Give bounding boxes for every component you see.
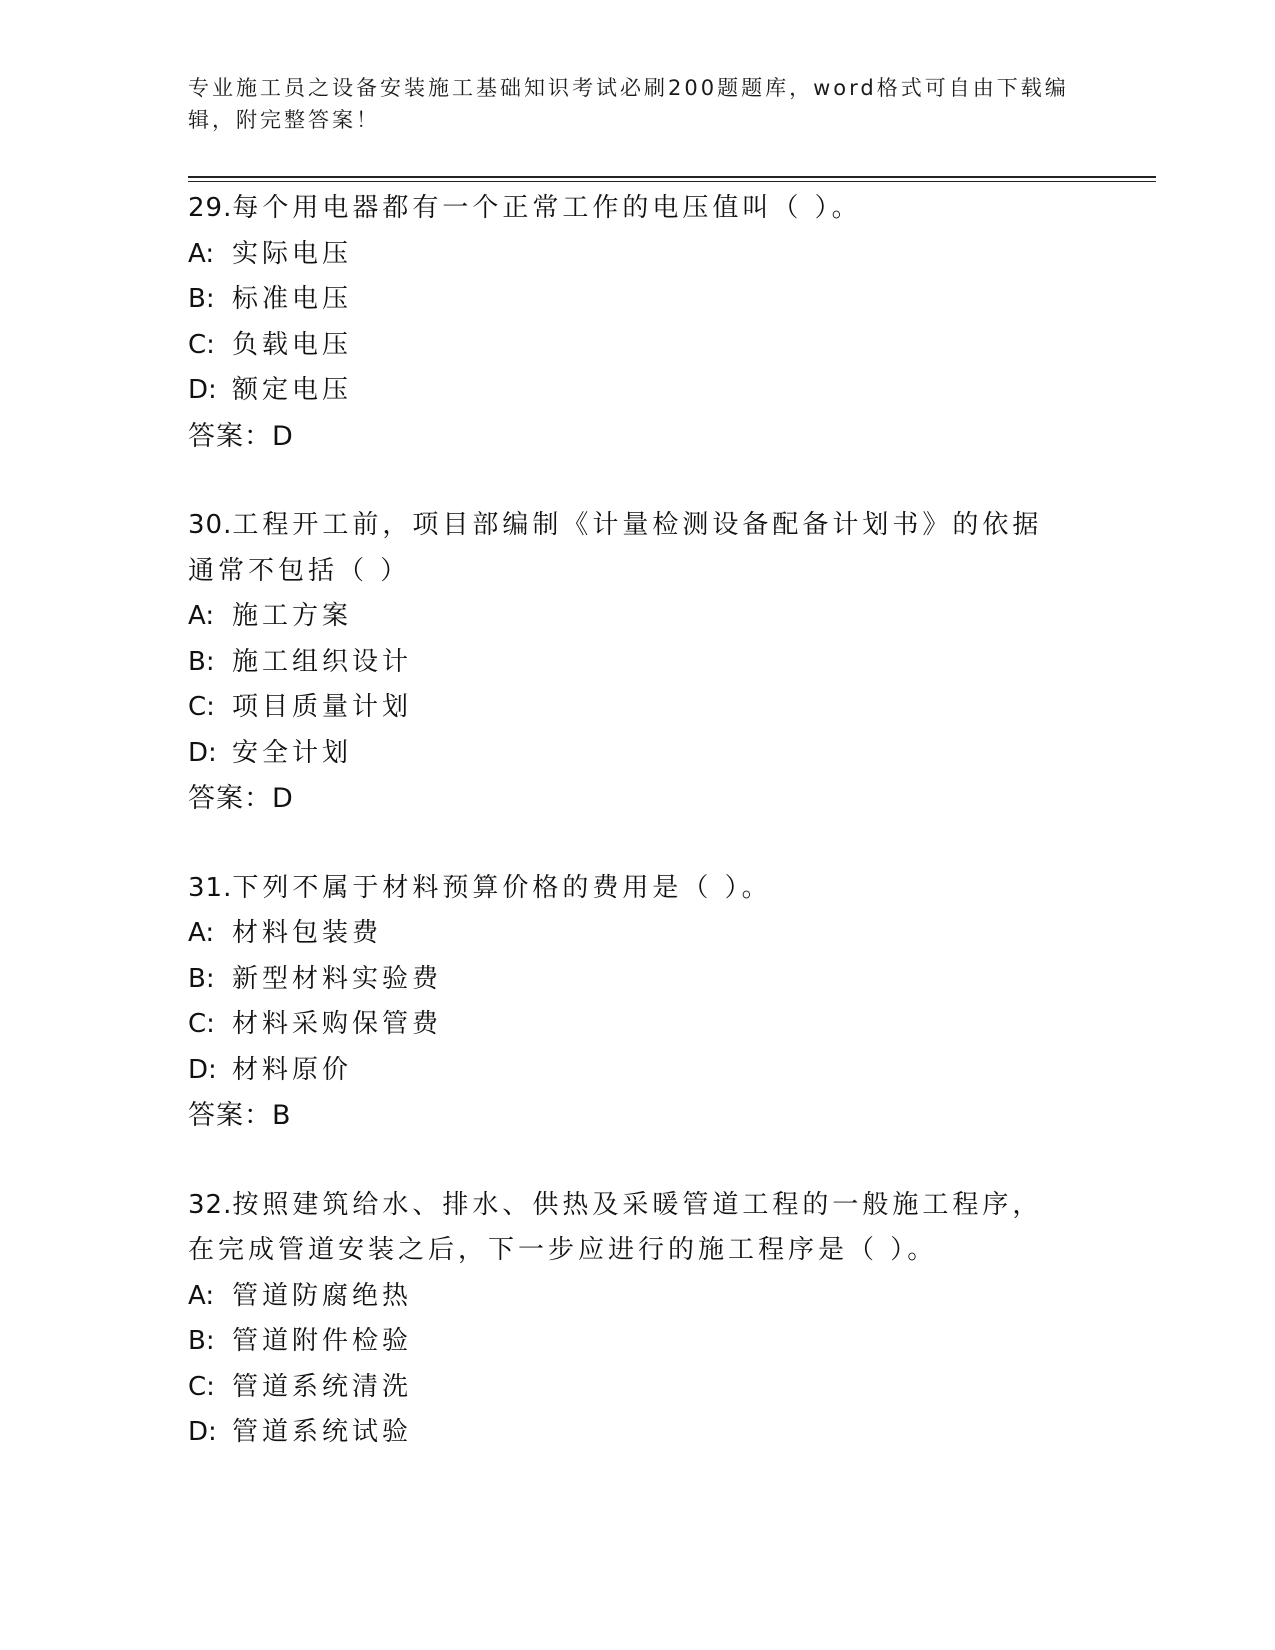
question-text: 下列不属于材料预算价格的费用是（ ）。 (232, 872, 772, 903)
option-key: D: (188, 1417, 217, 1447)
question-number: 29. (188, 193, 233, 223)
option-c (188, 685, 1088, 731)
option-text: 管道防腐绝热 (232, 1280, 413, 1311)
option-text: 实际电压 (232, 238, 353, 269)
option-text: 管道系统清洗 (232, 1371, 413, 1402)
option-text: 材料采购保管费 (232, 1009, 443, 1039)
option-text: 材料包装费 (232, 918, 383, 948)
option-b (188, 1319, 1088, 1365)
option-a (188, 232, 1088, 278)
question-number: 31. (188, 872, 233, 903)
option-c (188, 323, 1088, 369)
question-29 (188, 186, 1088, 459)
option-a (188, 911, 1088, 957)
option-d (188, 368, 1088, 414)
header-divider-thick (188, 176, 1156, 178)
option-key: A: (188, 601, 215, 631)
option-key: B: (188, 284, 215, 314)
question-stem (188, 503, 1068, 594)
option-text: 施工方案 (232, 601, 353, 631)
question-stem (188, 866, 1068, 912)
option-text: 标准电压 (232, 284, 353, 314)
option-d (188, 1410, 1088, 1456)
option-text: 项目质量计划 (232, 692, 413, 722)
option-key: A: (188, 918, 215, 948)
question-number: 30. (188, 510, 233, 540)
question-list (188, 186, 1088, 1456)
option-key: A: (188, 238, 215, 269)
option-key: A: (188, 1280, 215, 1311)
option-a (188, 1274, 1088, 1320)
question-30 (188, 503, 1088, 822)
option-b (188, 277, 1088, 323)
question-31 (188, 866, 1088, 1139)
option-key: D: (188, 737, 217, 768)
option-b (188, 640, 1088, 686)
answer-line: 答案：B (188, 1100, 292, 1131)
option-b (188, 957, 1088, 1003)
option-d (188, 731, 1088, 777)
question-number: 32. (188, 1189, 233, 1220)
option-text: 额定电压 (232, 375, 353, 405)
option-key: B: (188, 1326, 215, 1356)
question-text: 工程开工前，项目部编制《计量检测设备配备计划书》的依据通常不包括（ ） (188, 510, 1043, 586)
option-text: 新型材料实验费 (232, 963, 443, 994)
option-d (188, 1048, 1088, 1094)
answer-line: 答案：D (188, 783, 294, 814)
question-text: 按照建筑给水、排水、供热及采暖管道工程的一般施工程序，在完成管道安装之后，下一步应进行的施工程序是（ ）。 (188, 1189, 1043, 1265)
option-text: 管道系统试验 (232, 1417, 413, 1447)
header-divider-thin (188, 181, 1156, 182)
option-text: 负载电压 (232, 329, 353, 360)
option-key: C: (188, 1371, 215, 1402)
document-header: 专业施工员之设备安装施工基础知识考试必刷200题题库，word格式可自由下载编辑，附完整答案！ (188, 76, 1069, 132)
option-key: C: (188, 329, 215, 360)
option-text: 材料原价 (232, 1054, 353, 1085)
option-key: B: (188, 963, 215, 994)
question-32 (188, 1183, 1088, 1456)
option-c (188, 1365, 1088, 1411)
option-key: D: (188, 375, 217, 405)
option-a (188, 594, 1088, 640)
question-text: 每个用电器都有一个正常工作的电压值叫（ ）。 (232, 193, 862, 223)
option-key: C: (188, 1009, 215, 1039)
option-c (188, 1002, 1088, 1048)
option-key: C: (188, 692, 215, 722)
option-text: 施工组织设计 (232, 646, 413, 677)
answer-line: 答案：D (188, 420, 294, 452)
option-text: 管道附件检验 (232, 1326, 413, 1356)
option-key: B: (188, 646, 215, 677)
option-text: 安全计划 (232, 737, 353, 768)
option-key: D: (188, 1054, 217, 1085)
question-stem (188, 1183, 1068, 1274)
question-stem (188, 186, 1068, 232)
